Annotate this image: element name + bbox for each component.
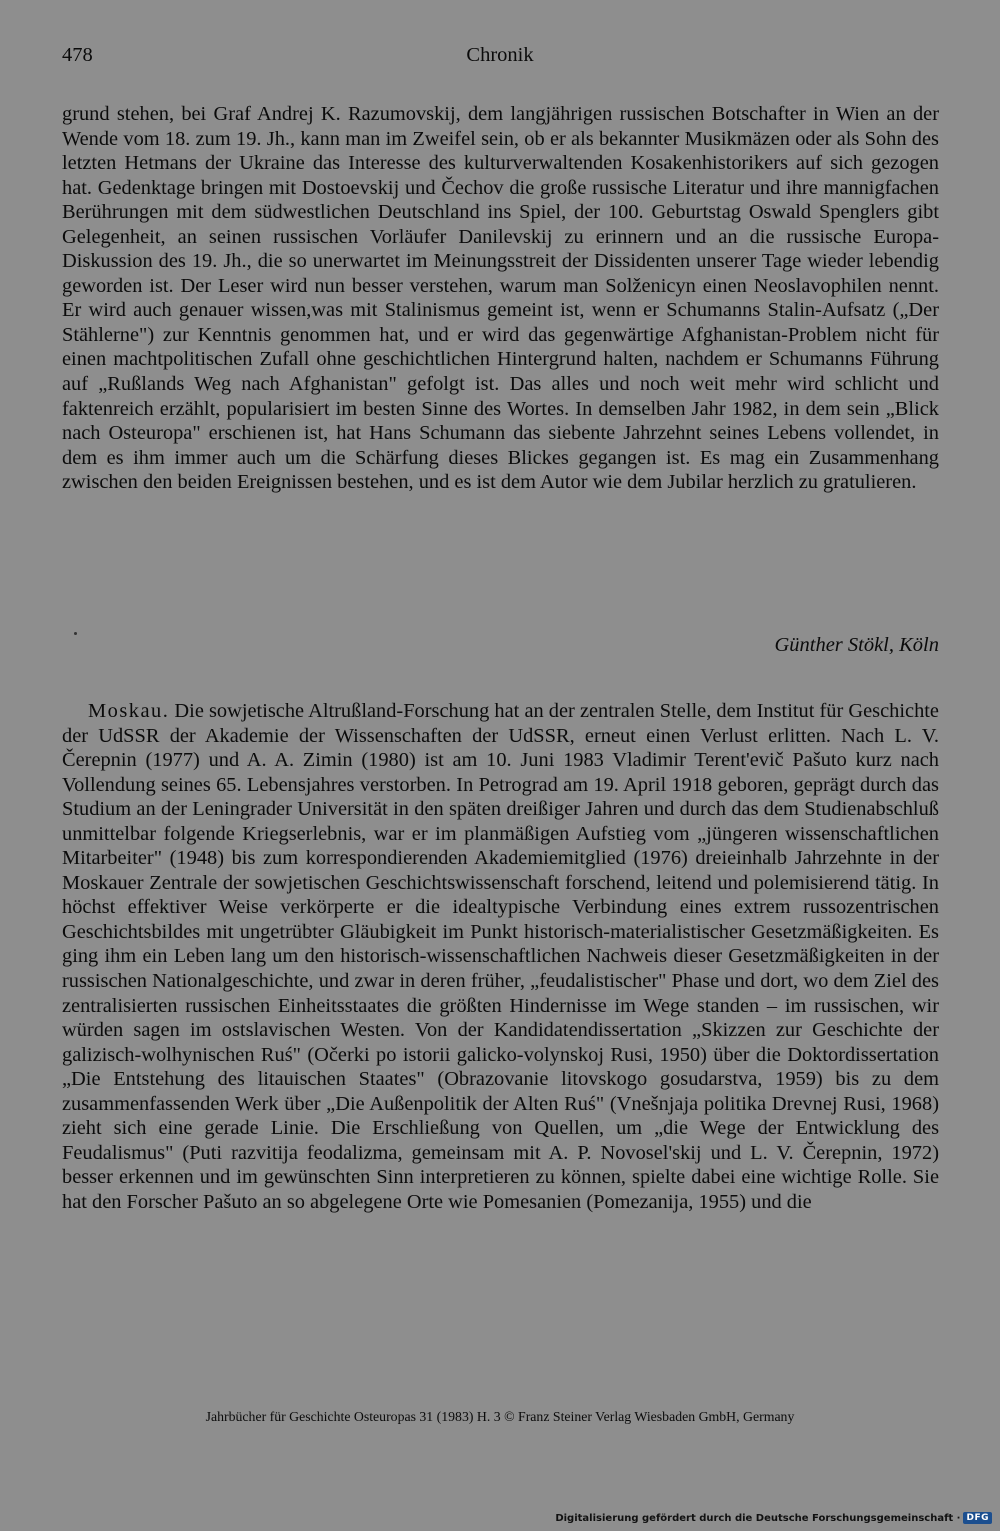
journal-citation: Jahrbücher für Geschichte Osteuropas 31 (1983) H. 3 © Franz Steiner Verlag Wiesbaden GmbH, Germany [205,1409,795,1424]
dfg-logo-icon: DFG [963,1512,992,1524]
running-title: Chronik [466,44,534,66]
digitization-text: Digitalisierung gefördert durch die Deutsche Forschungsgemeinschaft · [555,1512,961,1524]
digitization-note [555,1511,992,1525]
page-number: 478 [62,44,93,66]
article-continuation [62,102,939,495]
place-heading: Moskau. [88,700,170,722]
article-paragraph: grund stehen, bei Graf Andrej K. Razumovskij, dem langjährigen russischen Botschafter in Wien an der Wende vom 18. zum 19. Jh., kann man im Zweifel sein, ob er als bekannter Musikmäzen oder als Sohn des letzten Hetmans der Ukraine das Interesse des kulturverwaltenden Kosakenhistorikers auf sich gezogen hat. Gedenktage bringen mit Dostoevskij und Čechov die große russische Literatur und ihre mannigfachen Berührungen mit dem südwestlichen Deutschland ins Spiel, der 100. Geburtstag Oswald Spenglers gibt Gelegenheit, an seinen russischen Vorläufer Danilevskij zu erinnern und an die russische Europa-Diskussion des 19. Jh., die so unerwartet im Meinungsstreit der Dissidenten unserer Tage wieder lebendig geworden ist. Der Leser wird nun besser verstehen, warum man Solženicyn einen Neoslavophilen nennt. Er wird auch genauer wissen,was mit Stalinismus gemeint ist, wenn er Schumanns Stalin-Aufsatz („Der Stählerne") zur Kenntnis genommen hat, und er wird das gegenwärtige Afghanistan-Problem nicht für einen machtpolitischen Zufall ohne geschichtlichen Hintergrund halten, nachdem er Schumanns Führung auf „Rußlands Weg nach Afghanistan" gefolgt ist. Das alles und noch weit mehr wird schlicht und faktenreich erzählt, popularisiert im besten Sinne des Wortes. In demselben Jahr 1982, in dem sein „Blick nach Osteuropa" erschienen ist, hat Hans Schumann das siebente Jahrzehnt seines Lebens vollendet, in dem es ihm immer auch um die Schärfung dieses Blickes gegangen ist. Es mag ein Zusammenhang zwischen den beiden Ereignissen bestehen, und es ist dem Autor wie dem Jubilar herzlich zu gratulieren. [62,103,939,494]
print-speck [74,632,77,635]
article-moskau [62,699,939,1214]
page-header [62,44,938,74]
author-signature: Günther Stökl, Köln [774,634,939,656]
article-paragraph-moskau [62,699,939,1214]
article-paragraph-text: Die sowjetische Altrußland-Forschung hat an der zentralen Stelle, dem Institut für Geschichte der UdSSR der Akademie der Wissenschaften der UdSSR, erneut einen Verlust erlitten. Nach L. V. Čerepnin (1977) und A. A. Zimin (1980) ist am 10. Juni 1983 Vladimir Terent'evič Pašuto kurz nach Vollendung seines 65. Lebensjahres verstorben. In Petrograd am 19. April 1918 geboren, geprägt durch das Studium an der Leningrader Universität in den späten dreißiger Jahren und durch das dem Studienabschluß unmittelbar folgende Kriegserlebnis, war er im planmäßigen Aufstieg vom „jüngeren wissenschaftlichen Mitarbeiter" (1948) bis zum korrespondierenden Akademiemitglied (1976) dreieinhalb Jahrzehnte in der Moskauer Zentrale der sowjetischen Geschichtswissenschaft forschend, leitend und polemisierend tätig. In höchst effektiver Weise verkörperte er die idealtypische Verbindung eines extrem russozentrischen Geschichtsbildes mit ungetrübter Gläubigkeit im Punkt historisch-materialistischer Gesetzmäßigkeiten. Es ging ihm ein Leben lang um den historisch-wissenschaftlichen Nachweis dieser Gesetzmäßigkeiten in der russischen Nationalgeschichte, und zwar in deren früher, „feudalistischer" Phase und dort, wo dem Ziel des zentralisierten russischen Einheitsstaates die größten Hindernisse im Wege standen – im russischen, wir würden sagen im ostslavischen Westen. Von der Kandidatendissertation „Skizzen zur Geschichte der galizisch-wolhynischen Ruś" (Očerki po istorii galicko-volynskoj Rusi, 1950) über die Doktordissertation „Die Entstehung des litauischen Staates" (Obrazovanie litovskogo gosudarstva, 1959) bis zu dem zusammenfassenden Werk über „Die Außenpolitik der Alten Ruś" (Vnešnjaja politika Drevnej Rusi, 1968) zieht sich eine gerade Linie. Die Erschließung von Quellen, um „die Wege der Entwicklung des Feudalismus" (Puti razvitija feodalizma, gemeinsam mit A. P. Novosel'skij und L. V. Čerepnin, 1972) besser erkennen und im gewünschten Sinn interpretieren zu können, spielte dabei eine wichtige Rolle. Sie hat den Forscher Pašuto an so abgelegene Orte wie Pomesanien (Pomezanija, 1955) und die [62,700,939,1213]
